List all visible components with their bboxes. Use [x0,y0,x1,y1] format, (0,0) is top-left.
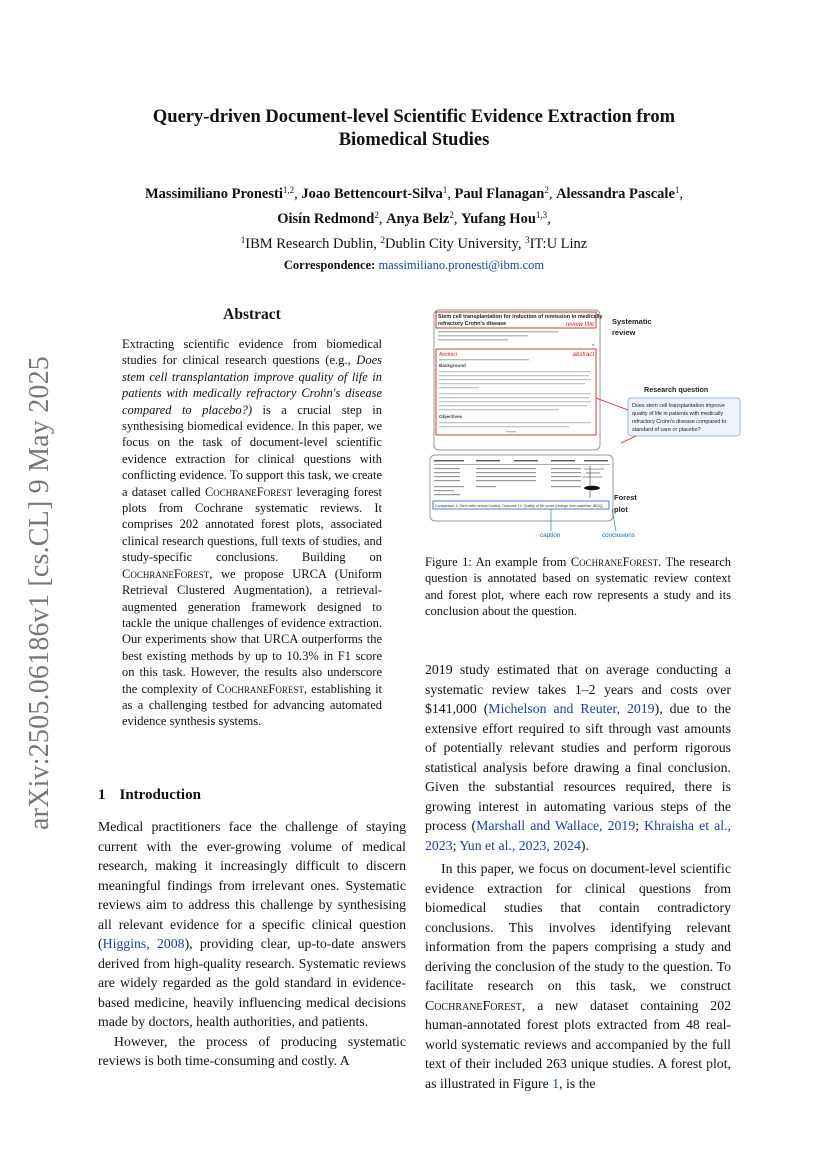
author-affil-marker: 1,2 [282,185,295,195]
research-question-text: refractory Crohn's disease compared to [632,419,727,425]
caption-segment: . The research question is annotated based on systematic review context and forest plot, where each row represents a study and its conclusion about the question. [425,555,732,619]
affil-marker: 1 [240,235,246,245]
citation-separator: ; [452,837,460,853]
dataset-name: CochraneForest [216,681,304,696]
author-line-1: Massimiliano Pronesti$^{1,2}$, Joao Bettencourt-Silva$^1$, Paul Flanagan$^2$, Alessandra Pascale$^1$, [144,185,684,202]
abstract-segment: , establishing it as a challenging testbed for advancing automated evidence synthesis systems. [122,681,383,729]
arxiv-identifier: arXiv:2505.06186v1 [cs.CL] 9 May 2025 [24,355,55,830]
author-affil-marker: 2 [374,210,379,220]
abstract-label: Abstract [439,352,458,358]
affiliation: IBM Research Dublin, [245,236,377,252]
dataset-name: CochraneForest [122,566,210,581]
author-name: Oisín Redmond [277,211,375,227]
abstract-example-question: Does stem cell transplantation improve quality of life in patients with medically refractory Crohn's disease compared to placebo?) [122,353,382,417]
section-title: Introduction [119,787,201,803]
correspondence-label: Correspondence: [283,258,376,272]
correspondence [90,255,738,276]
text-segment: , is the [559,1075,596,1091]
text-segment: Medical practitioners face the challenge of staying current with the ever-growing volume of medical research, making it increasingly difficult to discern meaningful findings from irrelevant ones. Systematic reviews aim to address this challenge by synthesising all relevant evidence for a specific clinical question ( [98,819,406,951]
abstract-segment: is a crucial step in synthesising biomedical evidence. In this paper, we focus on the task of document-level scientific evidence extraction for clinical questions with conflicting evidence. To support this task, we create a dataset called [122,402,383,499]
connector-line [621,436,636,443]
paper-title [100,106,728,152]
review-title-tag: review title [565,322,594,328]
caption-label: caption [540,532,561,539]
abstract-text [122,336,382,730]
title-line-1: Query-driven Document-level Scientific Evidence Extraction from [152,107,676,127]
author-line-2: Oisín Redmond$^2$, Anya Belz$^2$, Yufang Hou$^{1,3}$, [277,210,551,227]
title-line-2: Biomedical Studies [338,130,490,150]
text-segment: , a new dataset containing 202 human-annotated forest plots extracted from 48 real-world systematic reviews and accompanied by the full text of their included 263 unique studies. A forest plot, as illustrated in Figure [425,997,731,1091]
research-question-label: Research question [644,385,709,394]
correspondence-email-link[interactable]: massimiliano.pronesti@ibm.com [378,258,545,272]
author-name: Alessandra Pascale [556,186,675,202]
forest-plot-label: Forest [614,493,637,502]
systematic-review-label: review [612,328,636,337]
introduction-body [98,817,406,1071]
background-label: Background [439,363,466,368]
affiliation: IT:U Linz [529,236,588,252]
caption-segment: Figure 1: An example from [425,555,567,569]
forest-plot-comparison-text: Comparison 1: Stem cells versus Control, Outcome 14: Quality of life score (change from baseline; IBDQ) [435,504,603,508]
citation-link[interactable]: Khraisha et al., 2023 [425,818,731,853]
research-question-text: standard of care or placebo? [632,427,701,433]
figure-1-illustration [426,308,746,548]
author-name: Anya Belz [386,211,450,227]
section-number: 1 [98,787,106,803]
affil-marker: 3 [525,235,530,245]
dataset-name: CochraneForest [425,997,522,1013]
research-question-text: Does stem cell transplantation improve [632,403,725,409]
author-affil-marker: 1,3 [535,210,548,220]
abstract-segment: Extracting scientific evidence from biomedical studies for clinical research questions (e.g., [122,337,382,368]
figure-reference-link[interactable]: 1 [552,1075,560,1091]
text-segment: ), providing clear, up-to-date answers derived from high-quality research. Systematic reviews are widely regarded as the gold standard in evidence-based medicine, heavily influencing medical decisions made by doctors, health authorities, and patients. [98,936,407,1029]
review-title-line-1: Stem cell transplantation for induction of remission in medically [438,314,603,320]
citation-link[interactable]: Higgins, 2008 [102,936,185,951]
text-segment: 2019 study estimated that on average conducting a systematic review takes 1–2 years and costs over $141,000 ( [425,662,731,716]
paragraph [425,660,731,855]
author-affil-marker: 1 [674,185,680,195]
citation-separator: ; [635,818,645,833]
abstract-segment: , we propose URCA (Uniform Retrieval Clustered Augmentation), a retrieval-augmented generation framework designed to tackle the unique challenges of evidence extraction. Our experiments show that URCA outperforms the best existing methods by up to 10.3% in F1 score on this task. However, the results also underscore the complexity of [122,566,382,696]
forest-plot-label: plot [614,505,628,514]
svg-text:●: ● [591,343,594,347]
author-affil-marker: 1 [442,185,448,195]
connector-line [596,398,628,410]
objectives-label: Objectives [439,414,463,419]
author-name: Yufang Hou [461,211,536,227]
text-segment: ). [580,837,589,853]
review-title-line-2: refractory Crohn's disease [438,321,507,327]
systematic-review-label: Systematic [612,317,652,326]
affil-marker: 2 [380,235,386,245]
author-name: Massimiliano Pronesti [144,186,283,202]
abstract-tag: abstract [572,352,594,358]
paragraph [98,817,406,1032]
citation-link[interactable]: Marshall and Wallace, 2019 [476,818,636,833]
affiliation: Dublin City University, [385,236,522,252]
paragraph [98,1032,406,1071]
paragraph [425,859,731,1093]
dataset-name: CochraneForest [570,555,659,569]
forest-plot-diamond [584,486,600,490]
author-affil-marker: 2 [449,210,454,220]
conclusions-label: conclusions [602,532,635,539]
abstract-segment: leveraging forest plots from Cochrane systematic reviews. It comprises 202 annotated forest plots, associated clinical research questions, full texts of studies, and study-specific conclusions. Building on [122,484,383,565]
citation-link[interactable]: Yun et al., 2023, 2024 [459,837,581,853]
text-segment: In this paper, we focus on document-level scientific evidence extraction for clinical questions from biomedical studies that contain contradictory conclusions. This involves identifying relevant information from the papers comprising a study and deriving the conclusion of the study to the question. To facilitate research on this task, we construct [425,861,731,993]
figure-1-caption [425,554,731,620]
section-heading-introduction [98,787,406,804]
right-column-body [425,660,731,1093]
author-name: Paul Flanagan [454,186,545,202]
author-affil-marker: 2 [544,185,549,195]
text-segment: ), due to the extensive effort required to sift through vast amounts of potentially relevant studies and perform rigorous statistical analysis before drawing a final conclusion. Given the substantial resources required, there is growing interest in automating various steps of the process ( [425,701,731,833]
author-block [90,180,738,276]
text-segment: However, the process of producing systematic reviews is both time-consuming and costly. A [98,1033,406,1068]
affiliations [90,230,738,255]
dataset-name: CochraneForest [204,484,293,499]
author-name: Joao Bettencourt-Silva [301,186,443,202]
citation-link[interactable]: Michelson and Reuter, 2019 [488,701,655,716]
research-question-text: quality of life in patients with medically [632,411,724,417]
abstract-heading: Abstract [223,306,281,323]
